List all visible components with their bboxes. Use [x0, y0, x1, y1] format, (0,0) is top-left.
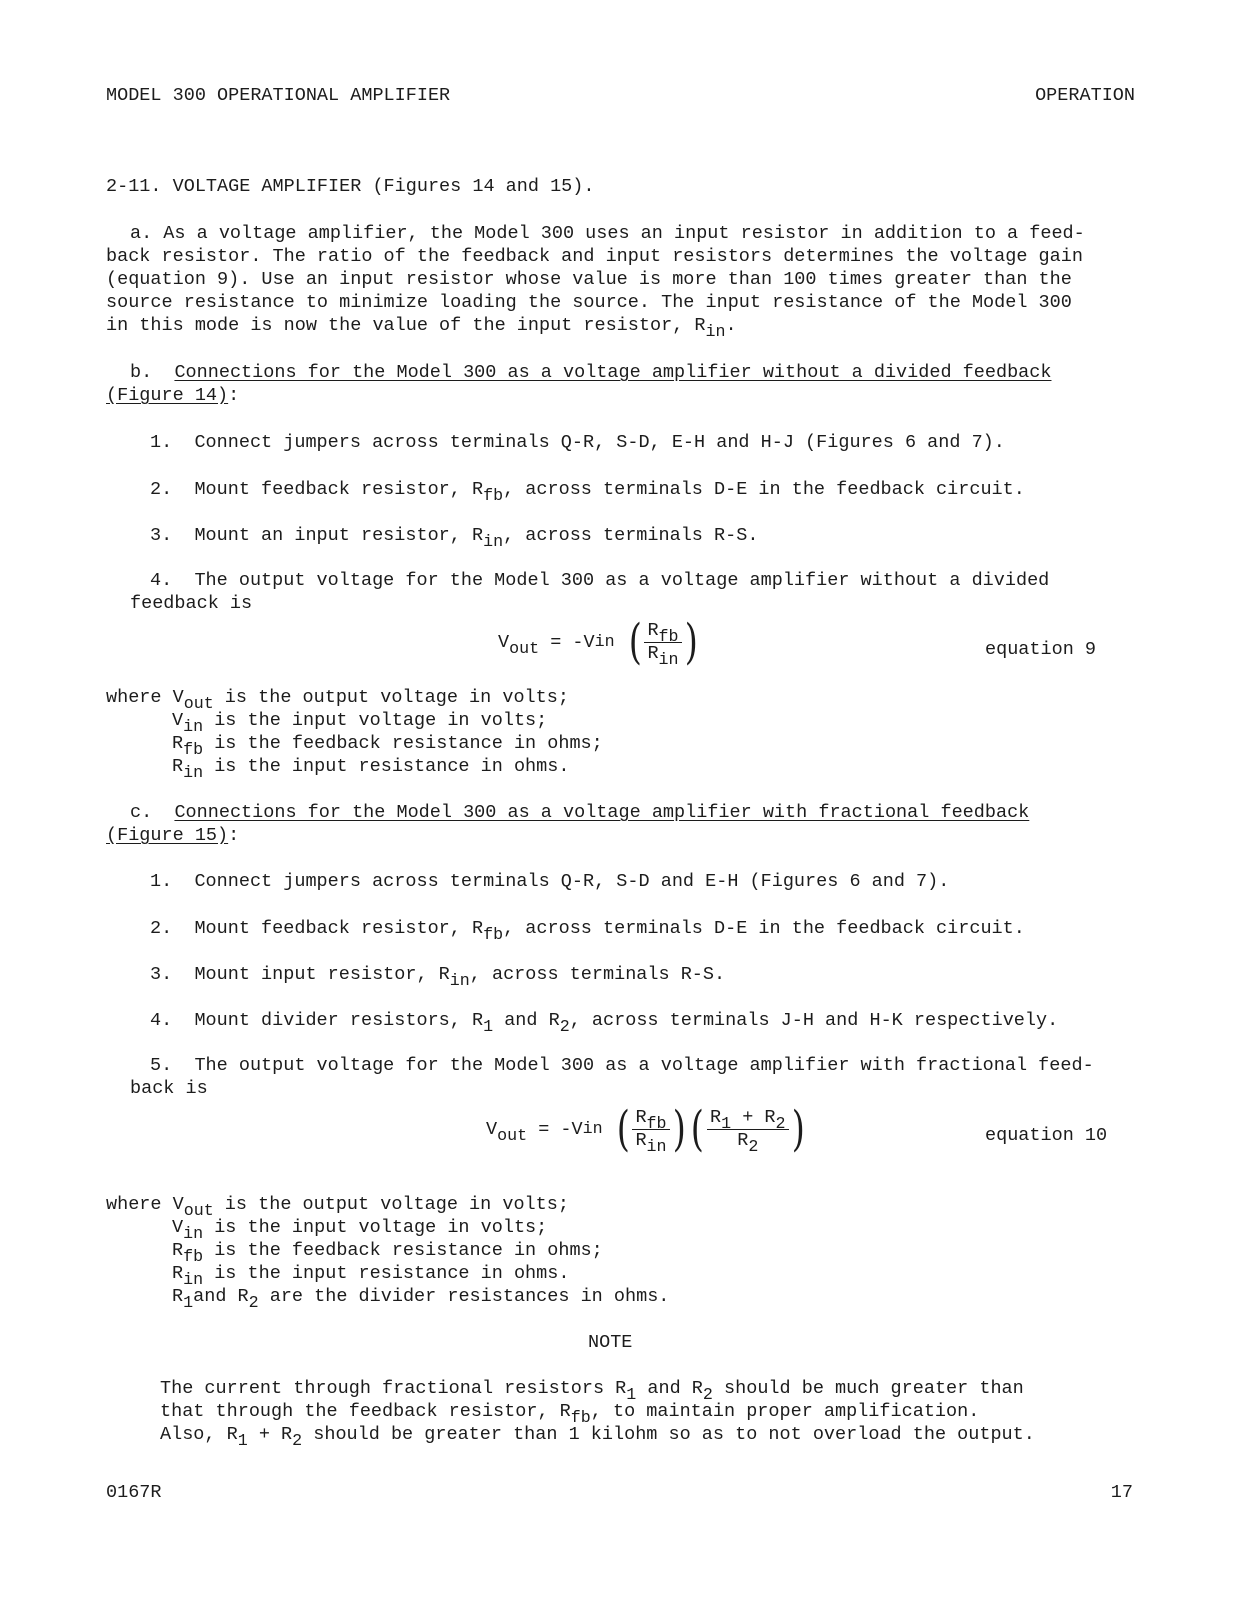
where-item: $V_{in}$ is the input voltage in volts;	[172, 1217, 548, 1243]
para-a-line-4: source resistance to minimize loading the source. The input resistance of the Model 300	[106, 292, 1072, 313]
para-c-heading-1: c. Connections for the Model 300 as a voltage amplifier with fractional feedback	[130, 802, 1030, 823]
para-a-line-1: a. As a voltage amplifier, the Model 300 uses an input resistor in addition to a feed-	[130, 223, 1085, 244]
equation-fraction: $\frac{R_1 + R_2}{R_2}$	[707, 1107, 789, 1152]
list-item-continuation: back is	[130, 1078, 208, 1099]
para-c-heading-2: (Figure 15):	[106, 825, 240, 846]
list-item: 2. Mount feedback resistor, $R_{fb}$, across terminals D-E in the feedback circuit.	[150, 479, 1025, 505]
header-section: OPERATION	[1035, 85, 1135, 106]
where-item: $R_{fb}$ is the feedback resistance in ohms;	[172, 1240, 603, 1266]
list-item: 3. Mount input resistor, $R_{in}$, across terminals R-S.	[150, 964, 726, 990]
para-b-heading-1: b. Connections for the Model 300 as a voltage amplifier without a divided feedback	[130, 362, 1052, 383]
equation-lhs: $V_{out}$	[498, 631, 540, 658]
where-item: $V_{in}$ is the input voltage in volts;	[172, 710, 548, 736]
where-item: $R_{in}$ is the input resistance in ohms.	[172, 756, 570, 782]
page-number: 17	[1110, 1482, 1133, 1503]
note-line-3: Also, $R_1 + R_2$ should be greater than 1 kilohm so as to not overload the output.	[160, 1424, 1035, 1450]
section-title: 2-11. VOLTAGE AMPLIFIER (Figures 14 and 15).	[106, 176, 595, 197]
equation-fraction: $\frac{R_{fb}}{R_{in}}$	[644, 620, 681, 665]
note-line-1: The current through fractional resistors $R_1$ and $R_2$ should be much greater than	[160, 1378, 1024, 1404]
equation-9-label: equation 9	[985, 639, 1097, 660]
list-item: 1. Connect jumpers across terminals Q-R, S-D and E-H (Figures 6 and 7).	[150, 871, 950, 892]
equation-lhs: $V_{out}$	[486, 1118, 528, 1145]
note-title: NOTE	[588, 1332, 633, 1353]
where-item: where $V_{out}$ is the output voltage in volts;	[106, 687, 569, 713]
where-item: where $V_{out}$ is the output voltage in volts;	[106, 1194, 569, 1220]
list-item: 1. Connect jumpers across terminals Q-R, S-D, E-H and H-J (Figures 6 and 7).	[150, 432, 1005, 453]
para-a-line-5: in this mode is now the value of the input resistor, $R_{in}$.	[106, 315, 737, 341]
equation-10-label: equation 10	[985, 1125, 1108, 1146]
footer-doc-code: 0167R	[106, 1482, 162, 1503]
equation-fraction: $\frac{R_{fb}}{R_{in}}$	[632, 1107, 669, 1152]
where-item: $R_{in}$ is the input resistance in ohms.	[172, 1263, 570, 1289]
where-item: $R_1and$ $R_2$ are the divider resistances in ohms.	[172, 1286, 670, 1312]
para-a-line-3: (equation 9). Use an input resistor whose value is more than 100 times greater than the	[106, 269, 1072, 290]
note-line-2: that through the feedback resistor, $R_{fb}$, to maintain proper amplification.	[160, 1401, 980, 1427]
para-b-heading-2: (Figure 14):	[106, 385, 240, 406]
list-item: 5. The output voltage for the Model 300 as a voltage amplifier with fractional feed-	[150, 1055, 1094, 1076]
list-item: 3. Mount an input resistor, $R_{in}$, across terminals R-S.	[150, 525, 759, 551]
equation-10: $V_{out}$ = -V in ( $\frac{R_{fb}}{R_{in}}$ ) ( $\frac{R_1 + R_2}{R_2}$ )	[486, 1101, 805, 1157]
equation-9: $V_{out}$ = -V in ( $\frac{R_{fb}}{R_{in}}$ )	[498, 614, 698, 670]
where-item: $R_{fb}$ is the feedback resistance in ohms;	[172, 733, 603, 759]
list-item: 4. The output voltage for the Model 300 as a voltage amplifier without a divided	[150, 570, 1050, 591]
header-title: MODEL 300 OPERATIONAL AMPLIFIER	[106, 85, 451, 106]
list-item: 4. Mount divider resistors, $R_1$ and $R_2$, across terminals J-H and H-K respectively.	[150, 1010, 1059, 1036]
para-a-line-2: back resistor. The ratio of the feedback and input resistors determines the voltage gain	[106, 246, 1083, 267]
list-item-continuation: feedback is	[130, 593, 253, 614]
list-item: 2. Mount feedback resistor, $R_{fb}$, across terminals D-E in the feedback circuit.	[150, 918, 1025, 944]
